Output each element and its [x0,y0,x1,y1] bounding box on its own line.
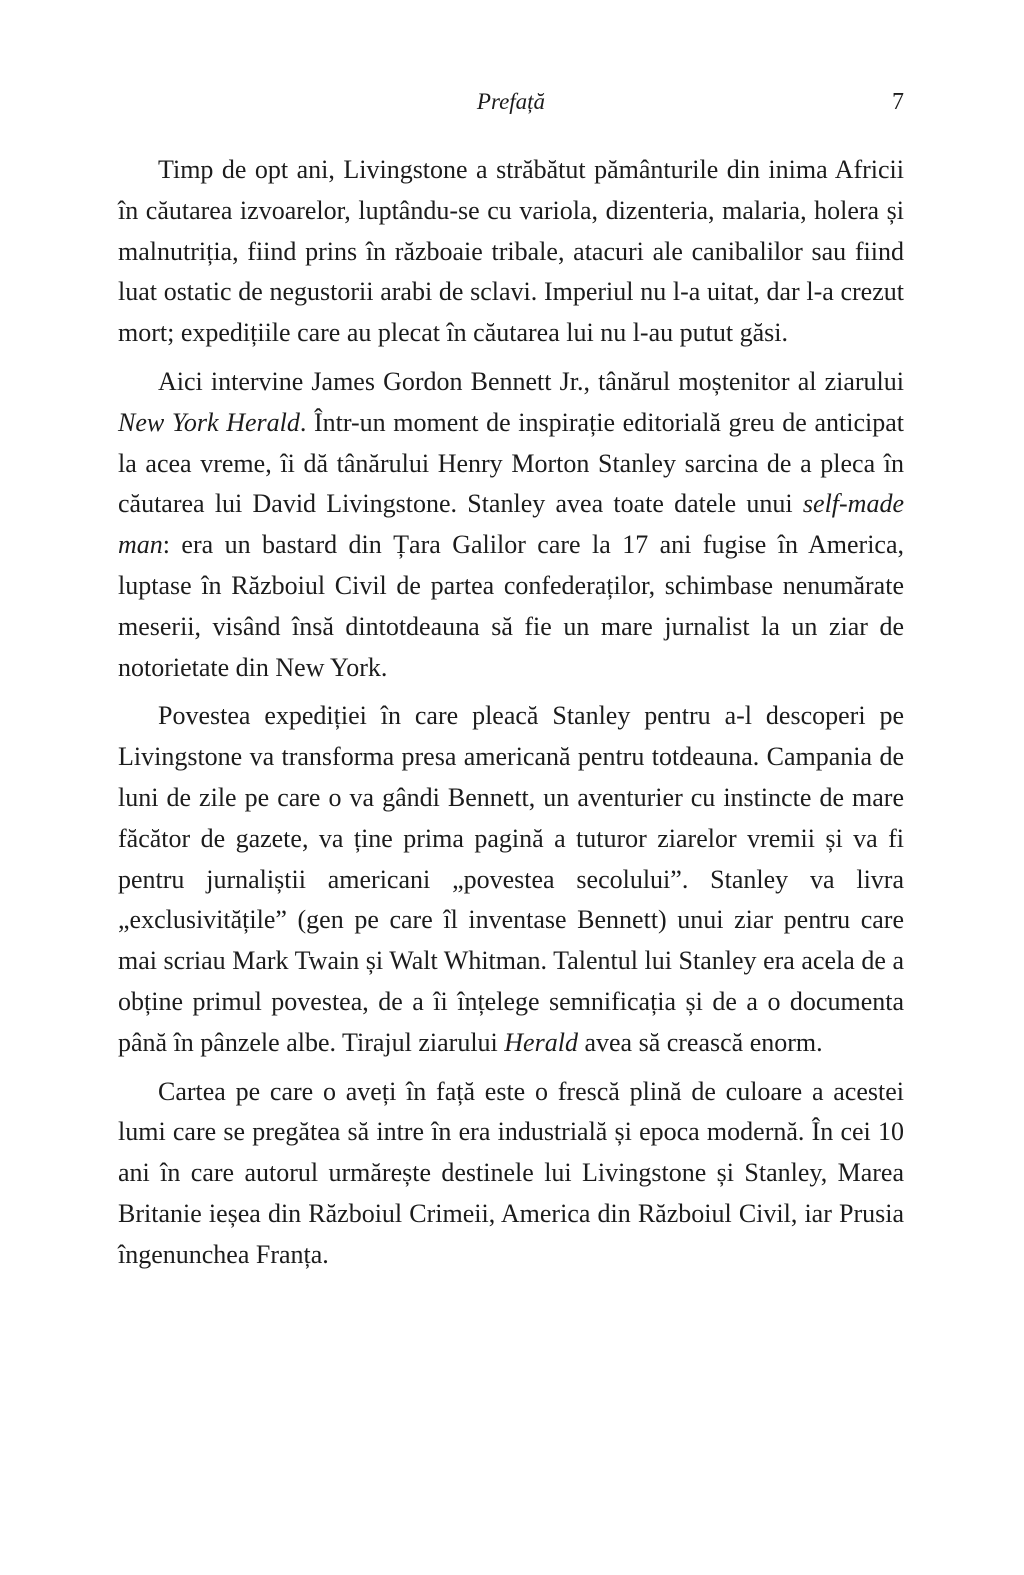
paragraph-text: Povestea expediției în care pleacă Stanley pentru a-l descoperi pe Livingstone va transforma presa americană pentru totdeauna. Campania de luni de zile pe care o va gândi Bennett, un aventurier cu instincte de mare făcător de gazete, va ține prima pagină a tuturor ziarelor vremii și va fi pentru jurnaliștii americani „povestea secolului”. Stanley va livra „exclusivitățile” (gen pe care îl inventase Bennett) unui ziar pentru care mai scriau Mark Twain și Walt Whitman. Talentul lui Stanley era acela de a obține primul povestea, de a îi înțelege semnificația și de a o documenta până în pânzele albe. Tirajul ziarului [118,701,904,1057]
paragraph-text: avea să crească enorm. [577,1027,823,1057]
paragraph [118,696,904,1063]
italic-phrase: self-made man [118,489,904,560]
running-title: Prefață [476,89,546,114]
paragraph-text: Cartea pe care o aveți în față este o frescă plină de culoare a acestei lumi care se pregătea să intre în era industrială și epoca modernă. În cei 10 ani în care autorul urmărește destinele lui Livingstone și Stanley, Marea Britanie ieșea din Războiul Crimeii, America din Războiul Civil, iar Prusia îngenunchea Franța. [118,1076,904,1269]
paragraph-text: Timp de opt ani, Livingstone a străbătut pământurile din inima Africii în căutarea izvoarelor, luptându-se cu variola, dizenteria, malaria, holera și malnutriția, fiind prins în războaie tribale, atacuri ale canibalilor sau fiind luat ostatic de negustorii arabi de sclavi. Imperiul nu l-a uitat, dar l-a crezut mort; expedițiile care au plecat în căutarea lui nu l-au putut găsi. [118,155,904,348]
page-number: 7 [892,89,904,115]
paragraph-text: . Într-un moment de inspirație editorială greu de anticipat la acea vreme, îi dă tânărului Henry Morton Stanley sarcina de a pleca în căutarea lui David Livingstone. Stanley avea toate datele unui [118,407,904,519]
paragraph-text: Aici intervine James Gordon Bennett Jr., tânărul moștenitor al ziarului [158,366,904,396]
paragraph [118,362,904,688]
paragraph [118,1072,904,1276]
paragraph [118,150,904,354]
running-header [118,86,904,118]
paragraph-text: : era un bastard din Țara Galilor care la 17 ani fugise în America, luptase în Războiul Civil de partea confederaților, schimbase nenumărate meserii, visând însă dintotdeauna să fie un mare jurnalist la un ziar de notorietate din New York. [118,530,904,682]
newspaper-title: Herald [504,1027,578,1057]
newspaper-title: New York Herald [118,407,300,437]
body-text [118,150,904,1284]
